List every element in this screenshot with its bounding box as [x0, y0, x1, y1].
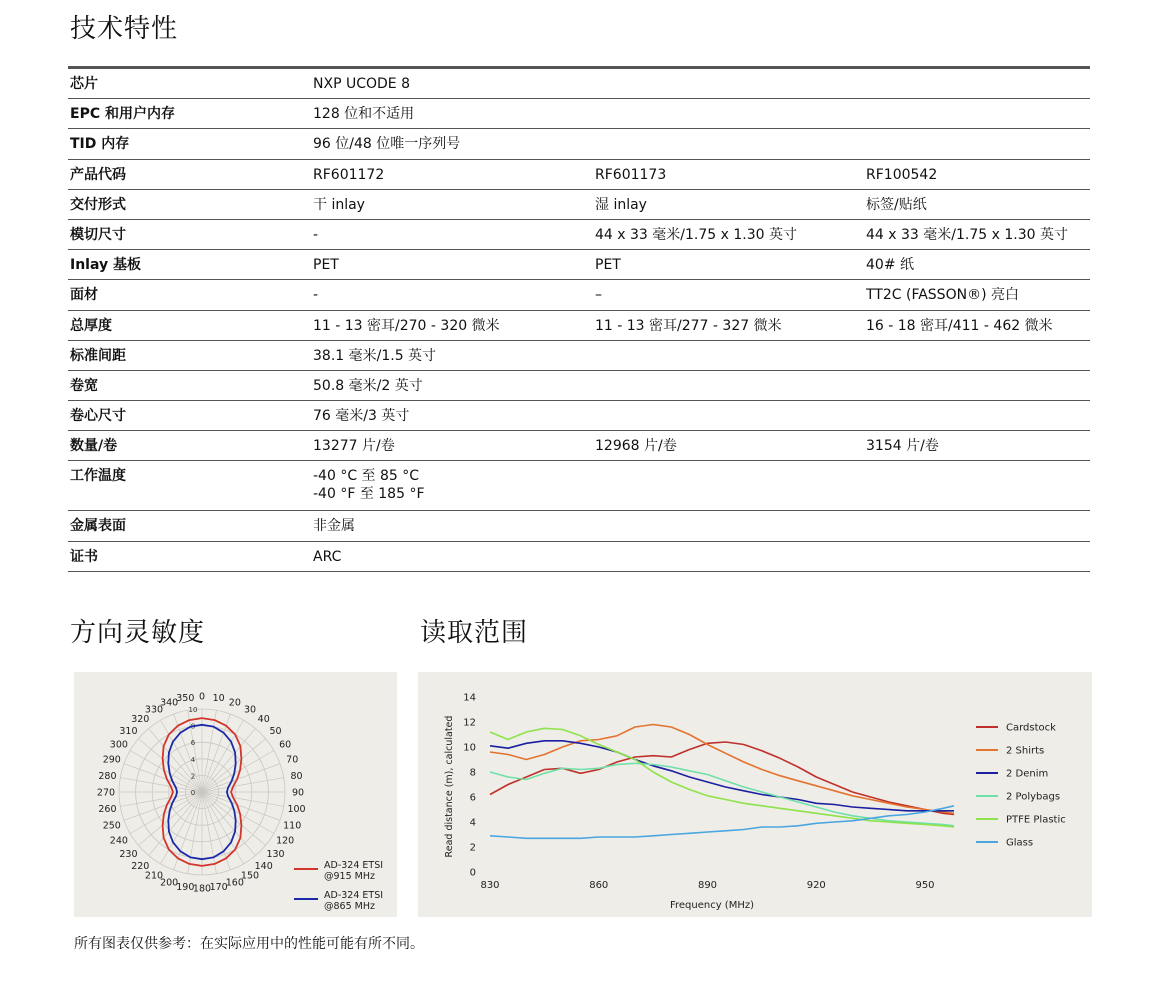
- polar-chart: [74, 672, 397, 917]
- legend-label: Glass: [1006, 837, 1034, 849]
- spec-value-3: 16 - 18 密耳/411 - 462 微米: [866, 317, 1053, 334]
- polar-angle-label: 100: [287, 804, 306, 816]
- spec-value-2: [595, 542, 866, 548]
- spec-value-3: [866, 461, 1090, 467]
- spec-value-3: [866, 341, 1090, 347]
- polar-angle-label: 120: [276, 835, 295, 847]
- polar-angle-label: 10: [212, 692, 225, 704]
- range-chart-title: 读取范围: [420, 618, 529, 648]
- spec-value-1: 13277 片/卷: [313, 438, 395, 455]
- page-title: 技术特性: [70, 14, 179, 44]
- polar-radial-tick: 8: [190, 722, 196, 731]
- spec-value-2: 12968 片/卷: [595, 438, 677, 455]
- spec-value-3: [866, 129, 1090, 135]
- spec-value-3: 3154 片/卷: [866, 438, 939, 455]
- spec-value-1: -40 °C 至 85 °C -40 °F 至 185 °F: [313, 468, 425, 503]
- spec-row: [68, 511, 1090, 541]
- y-tick-label: 14: [463, 692, 476, 704]
- spec-value-2: [595, 511, 866, 517]
- polar-angle-label: 90: [291, 787, 305, 799]
- legend-label: 2 Shirts: [1006, 745, 1045, 757]
- spec-value-3: TT2C (FASSON®) 亮白: [866, 287, 1019, 304]
- polar-angle-label: 0: [198, 691, 206, 703]
- spec-label: TID 内存: [70, 136, 130, 153]
- spec-value-1: ARC: [313, 548, 342, 565]
- spec-value-2: [595, 371, 866, 377]
- spec-row: [68, 401, 1090, 431]
- x-tick-label: 890: [697, 880, 718, 891]
- spec-rows: [68, 69, 1090, 572]
- y-tick-label: 8: [469, 767, 476, 779]
- polar-angle-label: 110: [283, 820, 302, 832]
- polar-angle-label: 70: [286, 754, 299, 766]
- legend-label: Cardstock: [1006, 722, 1056, 734]
- spec-row: [68, 461, 1090, 511]
- spec-value-3: 44 x 33 毫米/1.75 x 1.30 英寸: [866, 226, 1068, 243]
- x-tick-label: 950: [915, 880, 935, 891]
- spec-row: [68, 69, 1090, 99]
- spec-value-2: [595, 129, 866, 135]
- spec-row: [68, 250, 1090, 280]
- series-line: [490, 728, 954, 827]
- x-tick-label: 830: [480, 880, 500, 891]
- polar-legend-label: @915 MHz: [324, 871, 375, 882]
- spec-value-3: RF100542: [866, 166, 938, 183]
- spec-label: 数量/卷: [70, 438, 118, 455]
- spec-value-1: RF601172: [313, 166, 385, 183]
- spec-value-1: 非金属: [313, 518, 355, 535]
- spec-value-2: [595, 461, 866, 467]
- spec-label: 产品代码: [70, 166, 126, 183]
- polar-angle-label: 230: [119, 849, 138, 861]
- spec-value-3: [866, 511, 1090, 517]
- spec-value-2: –: [595, 287, 602, 304]
- read-range-chart: [418, 672, 1092, 917]
- spec-value-1: 38.1 毫米/1.5 英寸: [313, 347, 437, 364]
- polar-angle-label: 190: [176, 882, 195, 894]
- spec-value-3: [866, 99, 1090, 105]
- legend-label: PTFE Plastic: [1006, 814, 1066, 826]
- spec-row: [68, 99, 1090, 129]
- y-tick-label: 12: [463, 717, 476, 729]
- spec-value-3: [866, 69, 1090, 75]
- spec-label: 证书: [70, 548, 98, 565]
- spec-value-1: 128 位和不适用: [313, 106, 415, 123]
- spec-value-3: [866, 371, 1090, 377]
- spec-label: 工作温度: [70, 468, 126, 485]
- polar-angle-label: 150: [240, 870, 260, 882]
- spec-value-1: 11 - 13 密耳/270 - 320 微米: [313, 317, 500, 334]
- polar-angle-label: 290: [102, 754, 121, 766]
- polar-angle-label: 180: [192, 883, 212, 895]
- polar-angle-label: 350: [176, 692, 195, 704]
- polar-angle-label: 210: [144, 870, 164, 882]
- polar-angle-label: 340: [160, 697, 179, 709]
- spec-row: [68, 280, 1090, 310]
- spec-row: [68, 341, 1090, 371]
- polar-radial-tick: 0: [190, 789, 196, 797]
- spec-value-1: 干 inlay: [313, 196, 365, 213]
- spec-label: 金属表面: [70, 518, 126, 535]
- range-chart-panel: [418, 672, 1092, 917]
- polar-angle-label: 50: [269, 725, 282, 737]
- spec-row: [68, 311, 1090, 341]
- spec-label: 面材: [70, 287, 98, 304]
- polar-legend-label: AD-324 ETSI: [324, 890, 384, 901]
- polar-angle-label: 30: [243, 704, 257, 716]
- polar-angle-label: 260: [98, 804, 117, 816]
- polar-legend-label: @865 MHz: [324, 901, 375, 912]
- spec-value-2: PET: [595, 257, 621, 274]
- y-tick-label: 4: [469, 817, 476, 829]
- spec-label: Inlay 基板: [70, 257, 141, 274]
- spec-value-2: 湿 inlay: [595, 196, 647, 213]
- spec-row: [68, 371, 1090, 401]
- y-tick-label: 2: [469, 842, 476, 854]
- spec-value-3: 标签/贴纸: [866, 196, 927, 213]
- polar-angle-label: 250: [102, 820, 121, 832]
- spec-value-1: -: [313, 226, 319, 243]
- y-tick-label: 6: [469, 792, 476, 804]
- x-tick-label: 920: [806, 880, 826, 891]
- spec-value-2: [595, 401, 866, 407]
- spec-label: 标准间距: [70, 347, 126, 364]
- spec-value-1: 76 毫米/3 英寸: [313, 408, 410, 425]
- spec-label: 总厚度: [70, 317, 112, 334]
- spec-label: 芯片: [70, 76, 98, 92]
- polar-angle-label: 160: [225, 877, 244, 889]
- polar-angle-label: 20: [228, 697, 241, 709]
- y-tick-label: 10: [463, 742, 476, 754]
- spec-value-2: [595, 69, 866, 75]
- polar-angle-label: 220: [131, 861, 150, 873]
- spec-value-2: [595, 341, 866, 347]
- spec-row: [68, 431, 1090, 461]
- spec-value-2: [595, 99, 866, 105]
- polar-angle-label: 310: [119, 725, 138, 737]
- spec-value-1: 96 位/48 位唯一序列号: [313, 136, 461, 153]
- spec-value-1: PET: [313, 257, 339, 274]
- spec-label: 卷心尺寸: [70, 408, 126, 425]
- polar-radial-tick: 10: [188, 706, 198, 714]
- spec-row: [68, 160, 1090, 190]
- spec-value-1: NXP UCODE 8: [313, 76, 410, 92]
- polar-angle-label: 80: [290, 770, 303, 782]
- polar-angle-label: 280: [98, 770, 117, 782]
- polar-angle-label: 40: [257, 713, 270, 725]
- polar-chart-panel: [74, 672, 397, 917]
- legend-label: 2 Denim: [1006, 768, 1049, 780]
- spec-value-3: [866, 542, 1090, 548]
- spec-row: [68, 220, 1090, 250]
- spec-table: [68, 66, 1090, 572]
- spec-value-3: 40# 纸: [866, 257, 914, 274]
- spec-label: 模切尺寸: [70, 226, 126, 243]
- polar-radial-tick: 2: [190, 772, 196, 781]
- footnote: 所有图表仅供参考：在实际应用中的性能可能有所不同。: [74, 936, 424, 952]
- spec-value-2: RF601173: [595, 166, 667, 183]
- x-tick-label: 860: [589, 880, 609, 891]
- polar-angle-label: 60: [279, 739, 292, 751]
- spec-label: 卷宽: [70, 377, 98, 394]
- spec-value-2: 11 - 13 密耳/277 - 327 微米: [595, 317, 782, 334]
- polar-angle-label: 130: [266, 849, 285, 861]
- legend-label: 2 Polybags: [1006, 791, 1061, 803]
- polar-angle-label: 200: [160, 877, 179, 889]
- polar-angle-label: 330: [144, 704, 164, 716]
- spec-label: 交付形式: [70, 196, 126, 213]
- spec-value-1: 50.8 毫米/2 英寸: [313, 377, 423, 394]
- spec-row: [68, 129, 1090, 159]
- spec-value-2: 44 x 33 毫米/1.75 x 1.30 英寸: [595, 226, 797, 243]
- x-axis-label: Frequency (MHz): [669, 900, 755, 911]
- series-line: [490, 742, 954, 815]
- spec-value-3: [866, 401, 1090, 407]
- polar-angle-label: 320: [131, 713, 150, 725]
- spec-row: [68, 542, 1090, 572]
- polar-angle-label: 300: [109, 739, 128, 751]
- y-tick-label: 0: [469, 867, 476, 879]
- spec-label: EPC 和用户内存: [70, 106, 175, 123]
- polar-angle-label: 240: [109, 835, 128, 847]
- y-axis-label: Read distance (m), calculated: [444, 715, 455, 858]
- polar-angle-label: 140: [254, 861, 273, 873]
- polar-radial-tick: 6: [190, 739, 196, 748]
- spec-value-1: -: [313, 287, 319, 304]
- polar-radial-tick: 4: [190, 755, 196, 764]
- polar-legend-label: AD-324 ETSI: [324, 860, 384, 871]
- polar-angle-label: 170: [209, 882, 228, 894]
- spec-row: [68, 190, 1090, 220]
- polar-chart-title: 方向灵敏度: [70, 618, 206, 648]
- polar-angle-label: 270: [96, 787, 116, 799]
